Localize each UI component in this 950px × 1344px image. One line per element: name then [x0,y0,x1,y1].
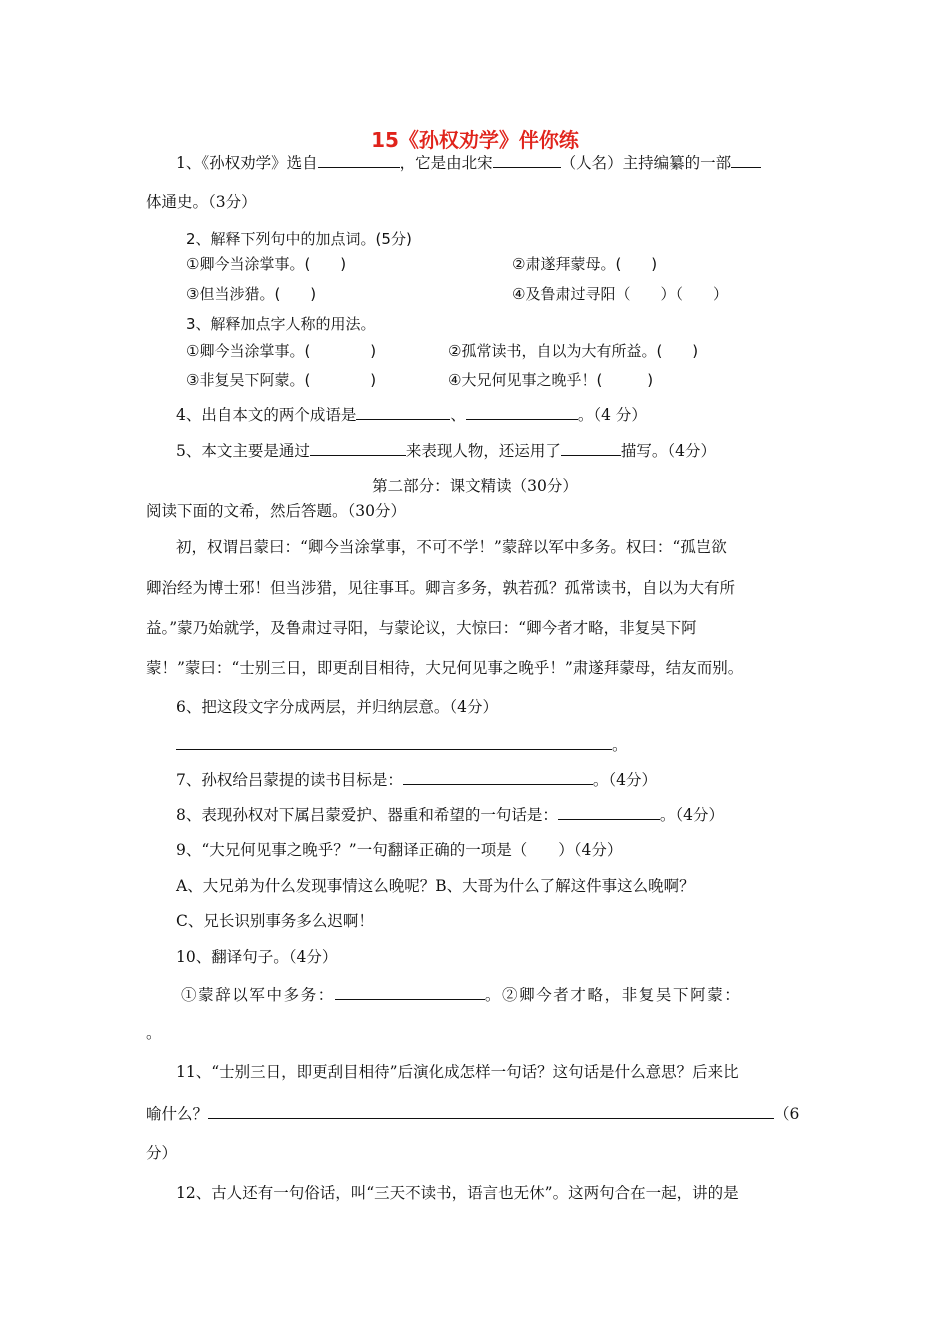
q1-text-c: （人名）主持编纂的一部 [560,154,732,172]
q6-answer-line [176,733,628,756]
q3-row-2 [186,369,886,391]
question-5 [176,439,716,462]
question-11: 11、“士别三日，即更刮目相待”后演化成怎样一句话？这句话是什么意思？后来比 [176,1063,739,1081]
q3-item-4: ④大兄何见事之晚乎！( ) [448,371,654,389]
q1-text-b: ，它是由北宋 [399,154,493,172]
q6-end: 。 [612,736,628,754]
q5-blank-2[interactable] [561,439,621,456]
q11-end: 分） [146,1144,178,1162]
question-10: 10、翻译句子。（4分） [176,948,338,966]
q8-text-a: 8、表现孙权对下属吕蒙爱护、器重和希望的一句话是： [176,806,558,824]
q9-option-c: C、兄长识别事务多么迟啊！ [176,912,374,930]
q1-blank-source[interactable] [318,151,400,168]
q11-text-c: （6 [774,1105,800,1123]
q1-text-a: 1、《孙权劝学》选自 [176,154,318,172]
question-1 [176,151,761,174]
q2-row-2 [186,283,886,305]
q4-text-c: 。（4 分） [577,406,647,424]
q2-heading: 2、解释下列句中的加点词。(5分) [186,230,412,248]
q2-item-4: ④及鲁肃过寻阳（ ）（ ） [512,285,728,303]
q5-text-c: 描写。（4分） [620,442,717,460]
q10-end: 。 [146,1024,162,1042]
q10-text-b: ①蒙辞以军中多务： [181,986,335,1004]
q7-text-a: 7、孙权给吕蒙提的读书目标是： [176,771,403,789]
passage-line: 初，权谓吕蒙曰：“卿今当涂掌事，不可不学！”蒙辞以军中多务。权曰：“孤岂欲 [176,538,727,556]
q6-blank[interactable] [176,733,612,750]
q10-translate-line [181,983,741,1006]
q11-blank[interactable] [208,1102,774,1119]
q3-heading: 3、解释加点字人称的用法。 [186,315,376,333]
q1-continuation: 体通史。（3分） [146,193,257,211]
question-7 [176,768,657,791]
question-8 [176,803,724,826]
part2-heading: 第二部分：课文精读（30分） [372,477,578,495]
q8-text-b: 。（4分） [659,806,724,824]
q3-item-1: ①卿今当涂掌事。( ) [186,342,377,360]
passage-line: 蒙！”蒙曰：“士别三日，即更刮目相待，大兄何见事之晚乎！”肃遂拜蒙母，结友而别。 [146,659,744,677]
question-6: 6、把这段文字分成两层，并归纳层意。（4分） [176,698,498,716]
q5-blank-1[interactable] [310,439,406,456]
q3-item-2: ②孤常读书，自以为大有所益。( ) [448,342,699,360]
q8-blank[interactable] [558,803,660,820]
q4-blank-1[interactable] [356,403,450,420]
question-4 [176,403,647,426]
passage-line: 卿治经为博士邪！但当涉猎，见往事耳。卿言多务，孰若孤？孤常读书，自以为大有所 [146,579,736,597]
page-title: 15《孙权劝学》伴你练 [371,128,579,152]
reading-intro: 阅读下面的文希，然后答题。（30分） [146,502,406,520]
passage-line: 益。”蒙乃始就学，及鲁肃过寻阳，与蒙论议，大惊曰：“卿今者才略，非复吴下阿 [146,619,697,637]
q1-blank-author[interactable] [493,151,561,168]
q7-blank[interactable] [403,768,593,785]
q10-blank-1[interactable] [335,983,485,1000]
q7-text-b: 。（4分） [592,771,657,789]
q2-item-2: ②肃遂拜蒙母。( ) [512,255,658,273]
q9-options-ab: A、大兄弟为什么发现事情这么晚呢？B、大哥为什么了解这件事这么晚啊？ [176,877,695,895]
q4-text-a: 4、出自本文的两个成语是 [176,406,357,424]
q3-item-3: ③非复吴下阿蒙。( ) [186,371,377,389]
q4-text-b: 、 [450,406,466,424]
q2-item-1: ①卿今当涂掌事。( ) [186,255,347,273]
q5-text-a: 5、本文主要是通过 [176,442,310,460]
question-12: 12、古人还有一句俗话，叫“三天不读书，语言也无休”。这两句合在一起，讲的是 [176,1184,739,1202]
q2-row-1 [186,253,886,275]
q4-blank-2[interactable] [466,403,578,420]
q2-item-3: ③但当涉猎。( ) [186,285,317,303]
q5-text-b: 来表现人物，还运用了 [405,442,561,460]
question-9: 9、“大兄何见事之晚乎？”一句翻译正确的一项是（ ）（4分） [176,841,623,859]
q11-answer-line [146,1102,799,1125]
q3-row-1 [186,340,886,362]
q11-text-b: 喻什么？ [146,1105,209,1123]
q1-blank-type[interactable] [731,151,761,168]
q10-text-c: 。②卿今者才略，非复吴下阿蒙： [484,986,742,1004]
